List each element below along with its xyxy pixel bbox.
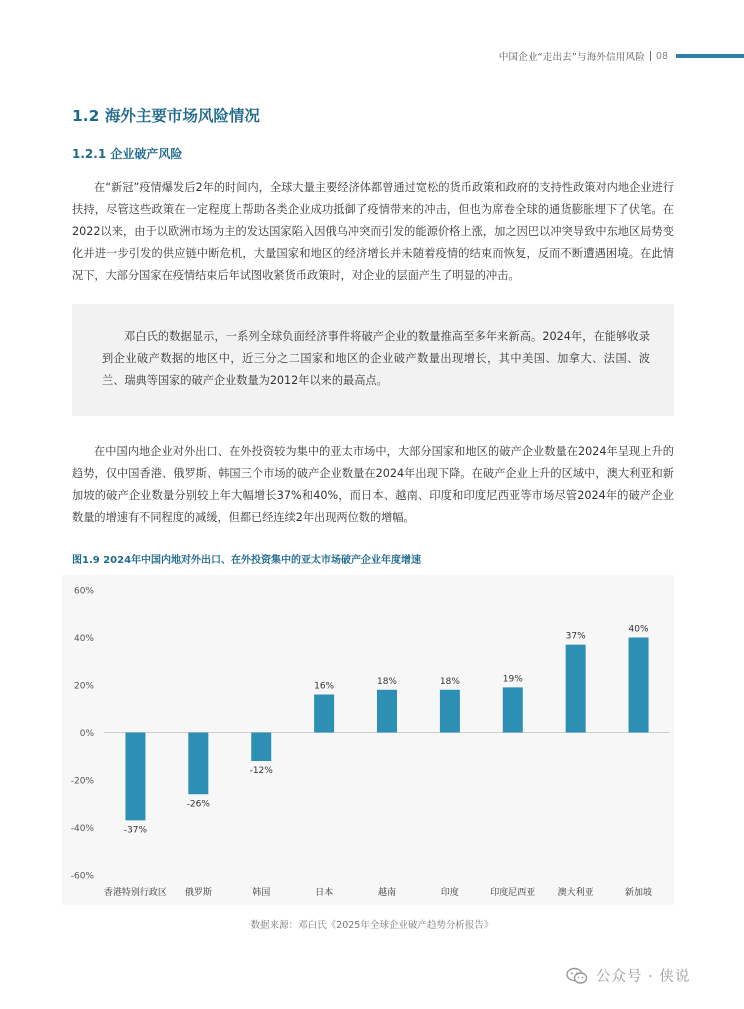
- bar: [314, 695, 334, 733]
- x-category-label: 印度: [440, 888, 459, 898]
- header-accent-bar: [676, 54, 744, 58]
- x-category-label: 澳大利亚: [557, 888, 594, 898]
- page-header: [499, 48, 744, 64]
- subsection-title: 1.2.1 企业破产风险: [72, 147, 183, 161]
- bar: [251, 733, 271, 762]
- bar-value-label: 16%: [314, 681, 335, 692]
- y-tick-label: 40%: [73, 634, 94, 644]
- wechat-icon: [566, 967, 588, 985]
- bar-value-label: 37%: [565, 631, 586, 642]
- x-category-label: 俄罗斯: [184, 888, 212, 898]
- x-category-label: 日本: [315, 888, 334, 898]
- watermark-text: 公众号 · 侠说: [596, 969, 691, 985]
- y-tick-label: -60%: [70, 871, 94, 882]
- x-category-label: 越南: [377, 888, 397, 898]
- bar: [125, 733, 145, 821]
- x-category-label: 韩国: [252, 888, 271, 898]
- y-tick-label: -20%: [70, 776, 94, 787]
- x-category-label: 印度尼西亚: [490, 888, 536, 898]
- bar: [566, 645, 586, 733]
- bar-value-label: 18%: [439, 676, 460, 687]
- y-tick-label: 60%: [73, 586, 94, 597]
- bar-value-label: -37%: [123, 825, 148, 836]
- bar-value-label: -12%: [249, 766, 273, 776]
- bar-value-label: 40%: [628, 624, 649, 635]
- highlight-box: [72, 304, 674, 416]
- bar-value-label: -26%: [186, 799, 210, 810]
- y-tick-label: -40%: [70, 824, 94, 834]
- bar: [440, 690, 460, 733]
- section-title: 1.2 海外主要市场风险情况: [72, 107, 260, 125]
- header-title: 中国企业“走出去”与海外信用风险: [498, 52, 645, 63]
- figure-title: 图1.9 2024年中国内地对外出口、在外投资集中的亚太市场破产企业年度增速: [72, 555, 422, 566]
- bar: [629, 638, 649, 733]
- bar: [377, 690, 397, 733]
- bar: [503, 687, 523, 732]
- x-category-label: 新加坡: [625, 888, 653, 898]
- bar-value-label: 18%: [376, 676, 398, 687]
- paragraph-intro: 在“新冠”疫情爆发后2年的时间内，全球大量主要经济体都曾通过宽松的货币政策和政府的支持性政策对内地企业进行扶持，尽管这些政策在一定程度上帮助各类企业成功抵御了疫情带来的冲击，但也为席卷全球的通货膨胀埋下了伏笔。在2022以来，由于以欧洲市场为主的发达国家陷入因俄乌冲突而引发的能源价格上涨，加之因巴以冲突导致中东地区局势变化并进一步引发的供应链中断危机，大量国家和地区的经济增长并未随着疫情的结束而恢复，反而不断遭遇困境。在此情况下，大部分国家在疫情结束后年试图收紧货币政策时，对企业的层面产生了明显的冲击。: [72, 181, 674, 282]
- paragraph-asia-pacific: 在中国内地企业对外出口、在外投资较为集中的亚太市场中，大部分国家和地区的破产企业数量在2024年呈现上升的趋势，仅中国香港、俄罗斯、韩国三个市场的破产企业数量在2024年出现下降。在破产企业上升的区域中，澳大利亚和新加坡的破产企业数量分别较上年大幅增长37%和40%，而日本、越南、印度和印度尼西亚等市场尽管2024年的破产企业数量的增速有不同程度的减缓，但都已经连续2年出现两位数的增幅。: [72, 445, 674, 524]
- bar-chart: [62, 575, 674, 905]
- bar-value-label: 19%: [502, 674, 523, 685]
- figure-source: 数据来源：邓白氏《2025年全球企业破产趋势分析报告》: [250, 920, 494, 931]
- watermark: [566, 965, 690, 986]
- x-category-label: 香港特别行政区: [103, 888, 167, 898]
- highlight-text: 邓白氏的数据显示，一系列全球负面经济事件将破产企业的数量推高至多年来新高。2024年，在能够收录到企业破产数据的地区中，近三分之二国家和地区的企业破产数量出现增长，其中美国、加拿大、法国、波兰、瑞典等国家的破产企业数量为2012年以来的最高点。: [102, 330, 650, 387]
- header-divider: [650, 51, 651, 61]
- page-number: 08: [655, 50, 668, 62]
- y-tick-label: 0%: [79, 729, 94, 739]
- bar: [188, 733, 208, 795]
- y-tick-label: 20%: [73, 681, 94, 692]
- chart-svg: [62, 575, 674, 905]
